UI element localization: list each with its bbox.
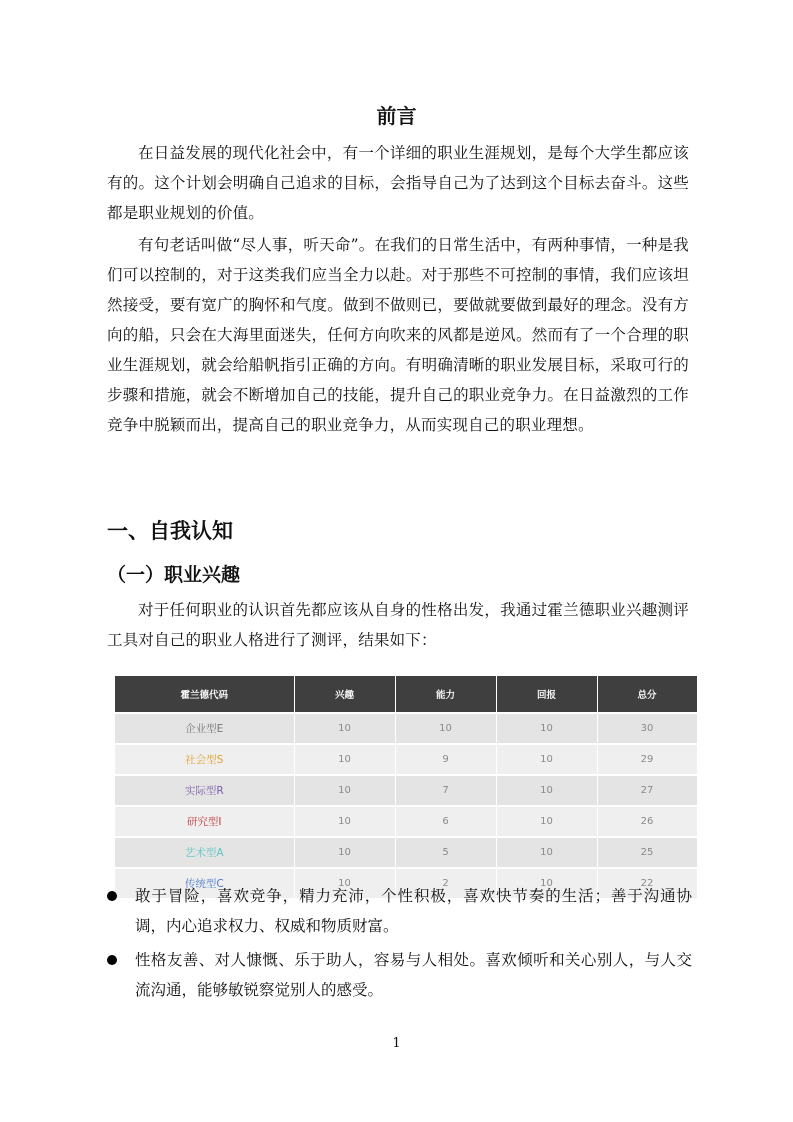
holland-code-cell: 研究型I xyxy=(115,806,294,837)
table-row xyxy=(115,806,697,837)
ability-cell: 5 xyxy=(395,837,496,868)
interest-cell: 10 xyxy=(294,837,395,868)
page-title: 前言 xyxy=(376,104,417,128)
table-row xyxy=(115,744,697,775)
table-row xyxy=(115,713,697,744)
total-cell: 25 xyxy=(597,837,697,868)
ability-cell: 2 xyxy=(395,868,496,898)
table-row xyxy=(115,775,697,806)
bullet-dot-icon xyxy=(107,891,117,901)
list-item-text: 敢于冒险，喜欢竞争，精力充沛，个性积极，喜欢快节奏的生活；善于沟通协调，内心追求权力、权威和物质财富。 xyxy=(135,887,692,935)
table-header-total: 总分 xyxy=(597,676,697,713)
ability-cell: 6 xyxy=(395,806,496,837)
list-item xyxy=(107,945,692,1005)
list-item xyxy=(107,881,692,941)
section-heading: 一、自我认知 xyxy=(107,519,233,543)
trait-bullet-list xyxy=(107,881,692,1009)
table-header-reward: 回报 xyxy=(496,676,597,713)
preface-paragraph-2: 有句老话叫做“尽人事，听天命”。在我们的日常生活中，有两种事情，一种是我们可以控制的，对于这类我们应当全力以赴。对于那些不可控制的事情，我们应该坦然接受，要有宽广的胸怀和气度。做到不做则已，要做就要做到最好的理念。没有方向的船，只会在大海里面迷失，任何方向吹来的风都是逆风。然而有了一个合理的职业生涯规划，就会给船帆指引正确的方向。有明确清晰的职业发展目标，采取可行的步骤和措施，就会不断增加自己的技能，提升自己的职业竞争力。在日益激烈的工作竞争中脱颖而出，提高自己的职业竞争力，从而实现自己的职业理想。 xyxy=(107,236,689,434)
total-cell: 27 xyxy=(597,775,697,806)
holland-code-cell: 企业型E xyxy=(115,713,294,744)
ability-cell: 7 xyxy=(395,775,496,806)
holland-code-cell: 社会型S xyxy=(115,744,294,775)
holland-result-table xyxy=(115,676,698,898)
table-header-row xyxy=(115,676,697,713)
table-row xyxy=(115,837,697,868)
table-header-interest: 兴趣 xyxy=(294,676,395,713)
reward-cell: 10 xyxy=(496,775,597,806)
reward-cell: 10 xyxy=(496,713,597,744)
reward-cell: 10 xyxy=(496,868,597,898)
holland-code-cell: 艺术型A xyxy=(115,837,294,868)
bullet-dot-icon xyxy=(107,955,117,965)
holland-code-cell: 实际型R xyxy=(115,775,294,806)
preface-paragraph-1: 在日益发展的现代化社会中，有一个详细的职业生涯规划，是每个大学生都应该有的。这个计划会明确自己追求的目标，会指导自己为了达到这个目标去奋斗。这些都是职业规划的价值。 xyxy=(107,144,689,222)
total-cell: 26 xyxy=(597,806,697,837)
reward-cell: 10 xyxy=(496,837,597,868)
reward-cell: 10 xyxy=(496,806,597,837)
section-intro: 对于任何职业的认识首先都应该从自身的性格出发，我通过霍兰德职业兴趣测评工具对自己的职业人格进行了测评，结果如下： xyxy=(107,601,689,649)
total-cell: 22 xyxy=(597,868,697,898)
interest-cell: 10 xyxy=(294,713,395,744)
interest-cell: 10 xyxy=(294,775,395,806)
total-cell: 30 xyxy=(597,713,697,744)
ability-cell: 9 xyxy=(395,744,496,775)
table-header-code: 霍兰德代码 xyxy=(115,676,294,713)
interest-cell: 10 xyxy=(294,744,395,775)
page-number: 1 xyxy=(392,1036,401,1051)
subsection-heading: （一）职业兴趣 xyxy=(107,564,241,586)
holland-code-cell: 传统型C xyxy=(115,868,294,898)
interest-cell: 10 xyxy=(294,868,395,898)
list-item-text: 性格友善、对人慷慨、乐于助人，容易与人相处。喜欢倾听和关心别人，与人交流沟通，能够敏锐察觉别人的感受。 xyxy=(135,951,692,999)
reward-cell: 10 xyxy=(496,744,597,775)
total-cell: 29 xyxy=(597,744,697,775)
table-header-ability: 能力 xyxy=(395,676,496,713)
ability-cell: 10 xyxy=(395,713,496,744)
interest-cell: 10 xyxy=(294,806,395,837)
